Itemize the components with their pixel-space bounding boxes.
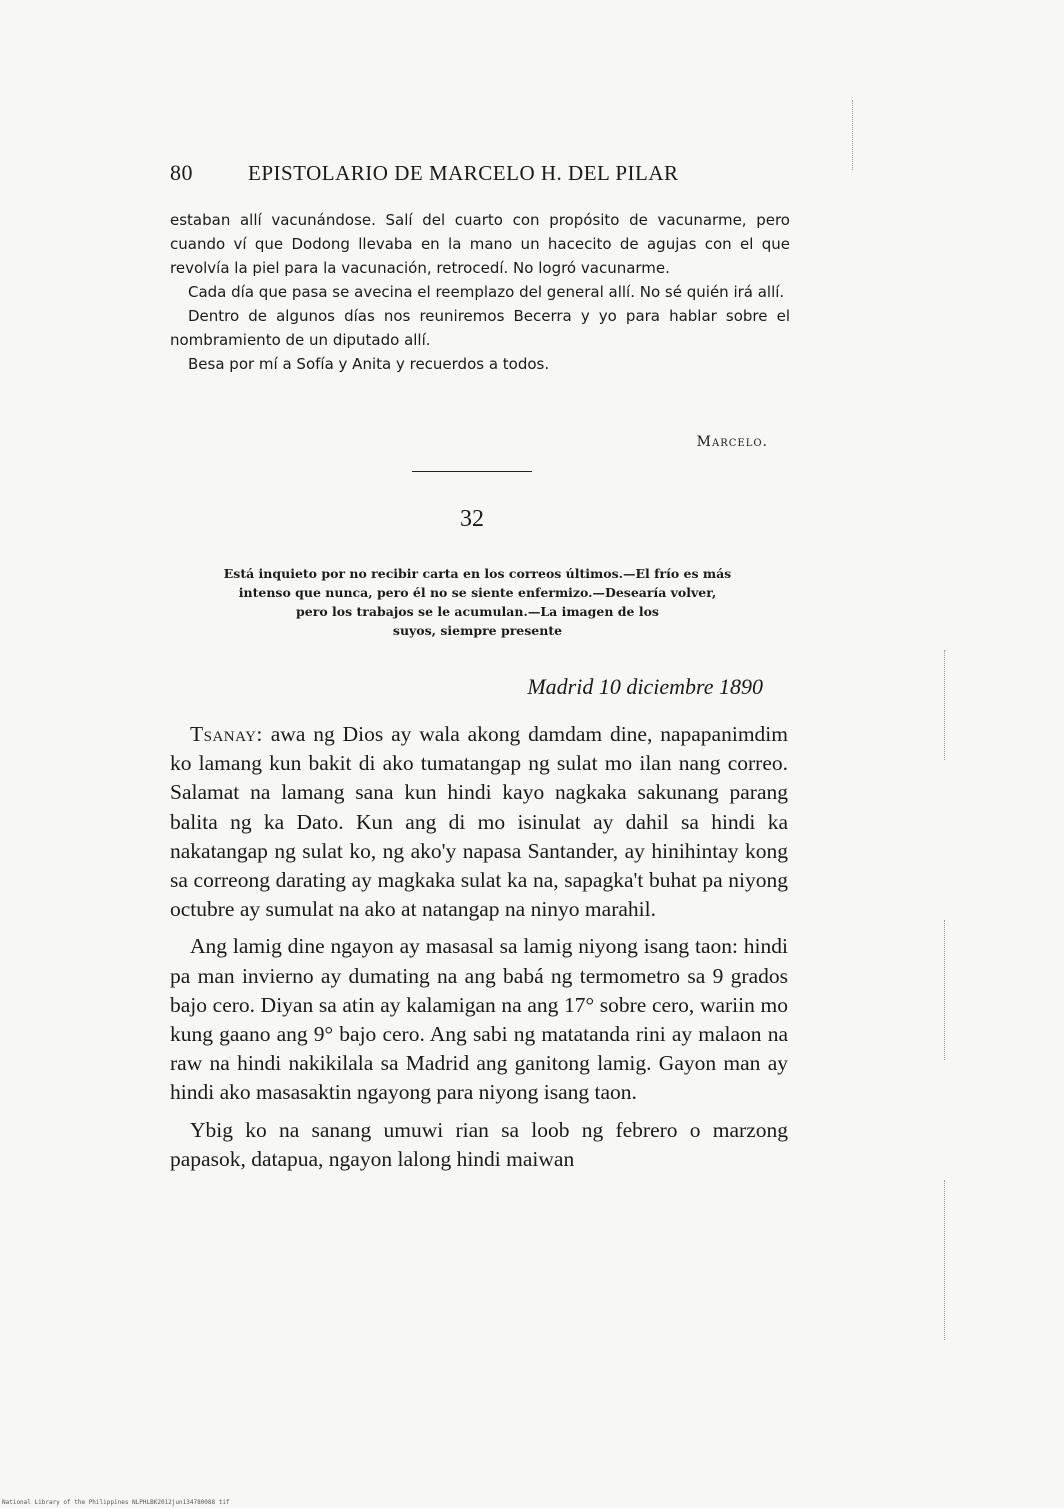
previous-letter-paragraph: estaban allí vacunándose. Salí del cuarto con propósito de vacunarme, pero cuando ví que Dodong llevaba en la mano un hacecito de agujas con el que revolvía la piel para la vacunación, retrocedí. No logró vacunarme. — [170, 211, 790, 277]
letter-number: 32 — [460, 506, 484, 532]
paragraph-text: awa ng Dios ay wala akong damdam dine, napapanimdim ko lamang kun bakit di ako tumatangap ng sulat mo ilan nang correo. Salamat na lamang sana kun hindi kayo nagkaka sakunang parang balita ng ka Dato. Kun ang di mo isinulat ay dahil sa hindi ka nakatangap ng sulat ko, ng ako'y napasa Santander, ay hinihintay kong sa correong darating ay magkaka sulat ka na, sapagka't buhat pa niyong octubre ay sumulat na ako at natangap na ninyo marahil. — [170, 722, 788, 922]
running-head — [170, 160, 770, 186]
scan-margin-mark — [852, 100, 853, 170]
summary-line: Está inquieto por no recibir carta en los correos últimos.—El frío es más — [223, 566, 732, 581]
scan-margin-mark — [944, 650, 945, 760]
previous-letter-end — [170, 208, 790, 376]
previous-letter-paragraph: Cada día que pasa se avecina el reemplazo del general allí. No sé quién irá allí. — [188, 283, 785, 301]
summary-line: intenso que nunca, pero él no se siente enfermizo.—Desearía volver, — [238, 585, 717, 600]
letter-paragraph — [170, 720, 788, 924]
summary-line: pero los trabajos se le acumulan.—La imagen de los — [296, 604, 659, 619]
summary-line: suyos, siempre presente — [392, 623, 563, 638]
letter-summary — [165, 564, 790, 640]
dateline: Madrid 10 diciembre 1890 — [527, 674, 763, 699]
signature: Marcelo. — [696, 434, 768, 450]
salutation: Tsanay: — [190, 722, 263, 746]
previous-letter-paragraph: Dentro de algunos días nos reuniremos Becerra y yo para hablar sobre el nombramiento de un diputado allí. — [170, 307, 790, 349]
book-title: EPISTOLARIO DE MARCELO H. DEL PILAR — [248, 161, 679, 185]
letter-paragraph: Ybig ko na sanang umuwi rian sa loob ng febrero o marzong papasok, datapua, ngayon lalong hindi maiwan — [170, 1117, 788, 1171]
section-divider — [412, 471, 532, 472]
letter-body — [170, 720, 788, 1182]
scan-margin-mark — [944, 920, 945, 1060]
scan-footer: National Library of the Philippines NLPHLBK2012jun134780088 tif — [2, 1499, 230, 1506]
page-number: 80 — [170, 160, 193, 185]
scan-margin-mark — [944, 1180, 945, 1340]
previous-letter-paragraph: Besa por mí a Sofía y Anita y recuerdos a todos. — [188, 355, 550, 373]
letter-paragraph: Ang lamig dine ngayon ay masasal sa lamig niyong isang taon: hindi pa man invierno ay dumating na ang babá ng termometro sa 9 grados bajo cero. Diyan sa atin ay kalamigan na ang 17° sobre cero, wariin mo kung gaano ang 9° bajo cero. Ang sabi ng matatanda rini ay malaon na raw na hindi nakikilala sa Madrid ang ganitong lamig. Gayon man ay hindi ako masasaktin ngayong para niyong isang taon. — [170, 934, 788, 1105]
